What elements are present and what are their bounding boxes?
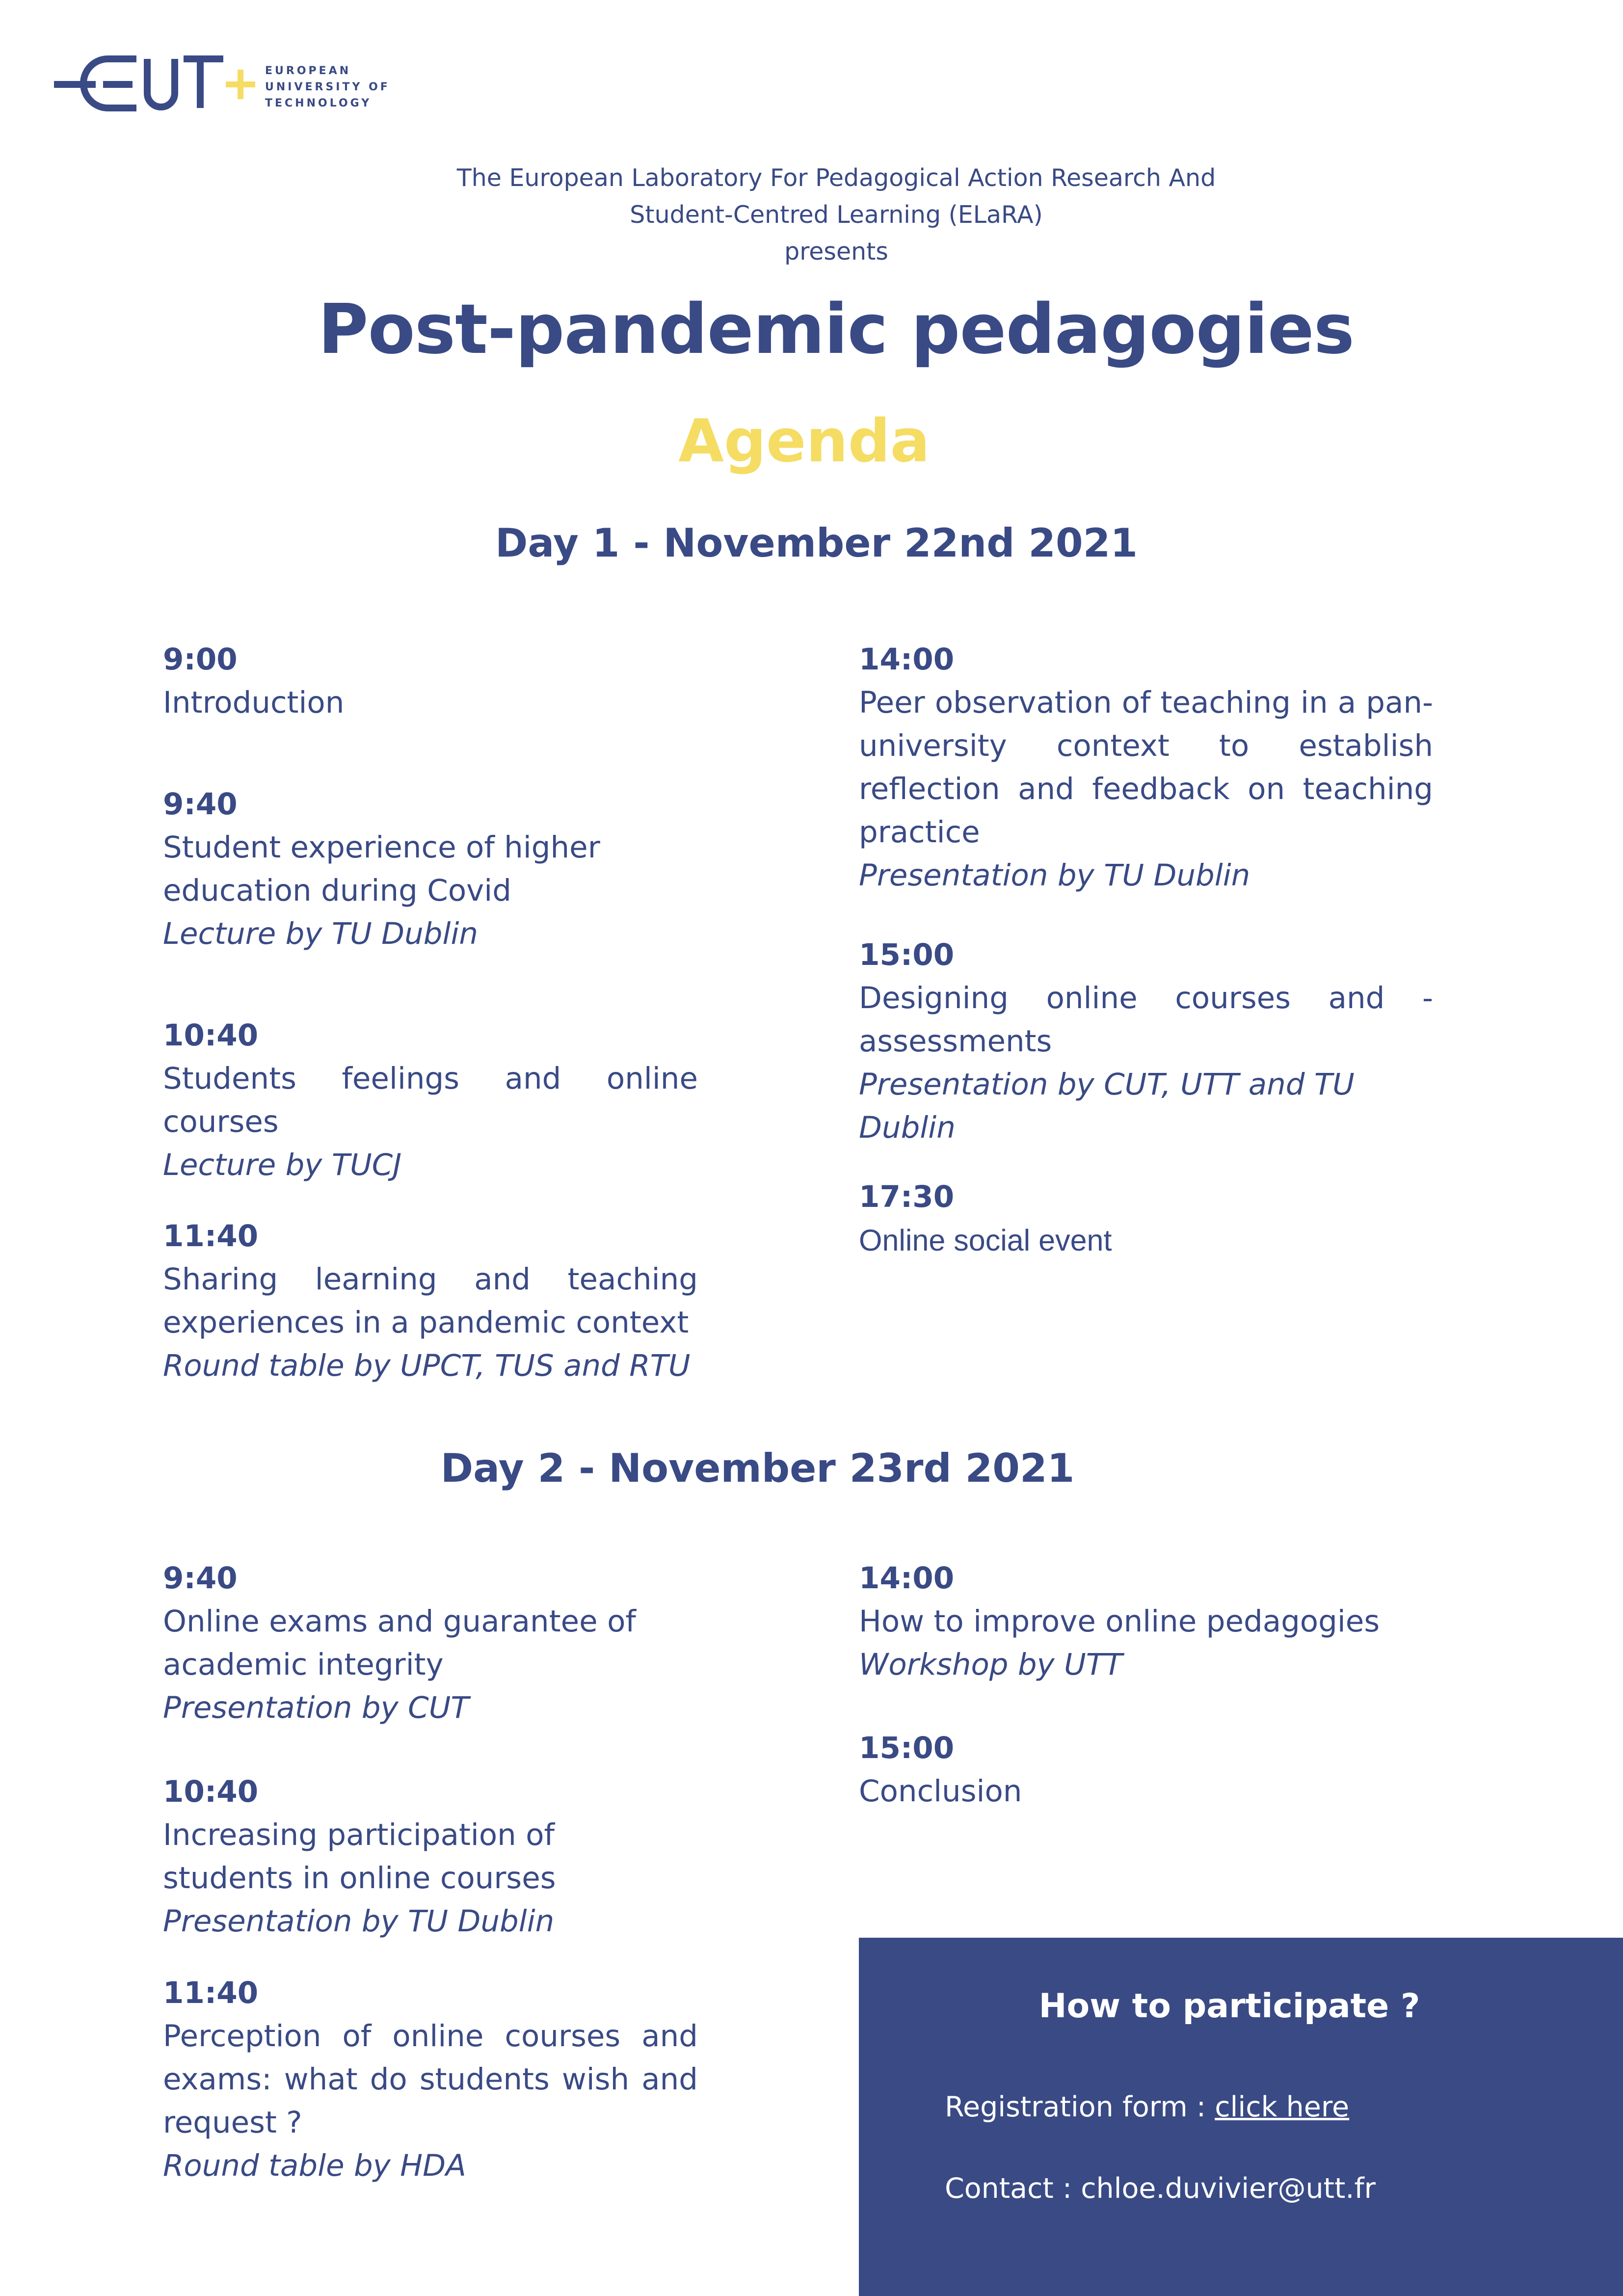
registration-link[interactable]: click here — [1215, 2091, 1350, 2123]
item-presenter: Workshop by UTT — [859, 1647, 1123, 1682]
logo-line-3: TECHNOLOGY — [265, 97, 372, 109]
day2-title: Day 2 - November 23rd 2021 — [440, 1445, 1075, 1491]
item-presenter: Presentation by TU Dublin — [859, 858, 1251, 893]
intro-line-2: Student-Centred Learning (ELaRA) — [630, 201, 1043, 229]
day1-item — [859, 638, 1433, 897]
item-time: 10:40 — [163, 1018, 259, 1053]
logo-line-1: EUROPEAN — [265, 65, 351, 77]
item-description: Increasing participation of students in online courses — [163, 1817, 556, 1896]
page-title: Post-pandemic pedagogies — [318, 290, 1354, 370]
day2-item — [163, 1972, 698, 2188]
item-description: Peer observation of teaching in a pan-university context to establish reflection and feedback on teaching practice — [859, 685, 1433, 850]
item-presenter: Presentation by CUT — [163, 1690, 469, 1725]
agenda-heading: Agenda — [678, 407, 930, 476]
day1-item — [163, 638, 698, 724]
item-presenter: Lecture by TUCJ — [163, 1148, 402, 1182]
item-time: 15:00 — [859, 937, 955, 972]
contact-email[interactable]: chloe.duvivier@utt.fr — [1081, 2172, 1376, 2205]
item-description: Perception of online courses and exams: what do students wish and request ? — [163, 2019, 698, 2140]
day1-item — [163, 783, 698, 956]
eut-logo-mark — [54, 49, 260, 118]
item-description: Designing online courses and -assessments — [859, 981, 1433, 1059]
item-time: 9:40 — [163, 1561, 238, 1596]
day1-item — [163, 1215, 698, 1388]
item-description: Online social event — [859, 1224, 1112, 1257]
item-time: 14:00 — [859, 1561, 955, 1596]
intro-line-3: presents — [784, 238, 888, 266]
contact-label: Contact : — [945, 2172, 1081, 2205]
item-time: 11:40 — [163, 1976, 259, 2010]
day2-item — [163, 1557, 698, 1730]
registration-line — [945, 2091, 1349, 2123]
item-description: Students feelings and online courses — [163, 1061, 698, 1139]
item-time: 14:00 — [859, 642, 955, 677]
day1-item — [859, 1175, 1433, 1262]
item-time: 10:40 — [163, 1774, 259, 1809]
logo-text — [265, 63, 390, 111]
participate-box — [859, 1938, 1623, 2296]
day2-item — [163, 1770, 698, 1943]
item-description: Sharing learning and teaching experiences in a pandemic context — [163, 1262, 698, 1340]
item-description: How to improve online pedagogies — [859, 1604, 1380, 1639]
item-presenter: Presentation by CUT, UTT and TU Dublin — [859, 1067, 1355, 1145]
item-time: 15:00 — [859, 1731, 955, 1765]
item-description: Student experience of higher education during Covid — [163, 830, 600, 908]
item-time: 9:00 — [163, 642, 238, 677]
day2-item — [859, 1557, 1433, 1686]
item-description: Online exams and guarantee of academic integrity — [163, 1604, 636, 1682]
item-presenter: Round table by HDA — [163, 2148, 466, 2183]
item-time: 11:40 — [163, 1219, 259, 1254]
item-presenter: Presentation by TU Dublin — [163, 1904, 555, 1939]
day1-item — [859, 934, 1433, 1149]
item-description: Conclusion — [859, 1774, 1022, 1809]
item-presenter: Lecture by TU Dublin — [163, 916, 479, 951]
item-presenter: Round table by UPCT, TUS and RTU — [163, 1348, 691, 1383]
day2-item — [859, 1727, 1433, 1813]
contact-line — [945, 2172, 1376, 2205]
item-time: 17:30 — [859, 1179, 955, 1214]
intro-text — [0, 160, 1623, 270]
logo-line-2: UNIVERSITY OF — [265, 81, 390, 93]
item-description: Introduction — [163, 685, 345, 720]
item-time: 9:40 — [163, 787, 238, 822]
participate-title: How to participate ? — [1038, 1987, 1420, 2026]
intro-line-1: The European Laboratory For Pedagogical Action Research And — [456, 164, 1216, 192]
day1-title: Day 1 - November 22nd 2021 — [495, 520, 1138, 566]
day1-item — [163, 1014, 698, 1187]
registration-label: Registration form : — [945, 2091, 1215, 2123]
eut-logo — [54, 49, 407, 118]
